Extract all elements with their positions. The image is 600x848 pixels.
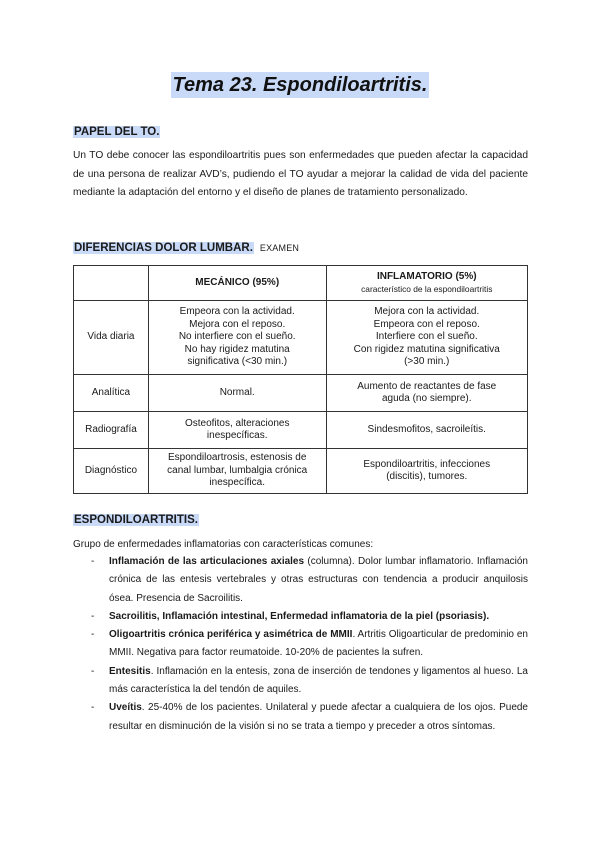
table-row — [74, 449, 528, 494]
table-row — [74, 412, 528, 449]
cell-line: (discitis), tumores. — [386, 471, 468, 482]
bullet-dash: - — [91, 702, 95, 714]
row-label: Diagnóstico — [74, 449, 149, 494]
cell-line: Espondiloartritis, infecciones — [363, 458, 491, 470]
item-bold: Uveítis — [109, 702, 142, 714]
item-text: . 25-40% de los pacientes. Unilateral y puede afectar a cualquiera de los ojos. Puede resultar en disminución de la visión si no se trata a tiempo y preceder a otros síntomas. — [109, 702, 528, 732]
section-heading-text: ESPONDILOARTRITIS. — [74, 514, 198, 526]
header-inflamatorio-label: INFLAMATORIO (5%) — [376, 271, 477, 283]
inflammatory-cell — [326, 301, 528, 375]
cell-line: inespecífica. — [209, 477, 265, 489]
cell-line: Espondiloartrosis, estenosis de — [167, 452, 307, 464]
cell-line: inespecíficas. — [206, 430, 268, 441]
cell-line: Empeora con el reposo. — [373, 318, 480, 330]
cell-line: Normal. — [219, 386, 255, 398]
bullet-dash: - — [91, 629, 95, 641]
table-header-row — [74, 266, 528, 301]
bullet-dash: - — [91, 665, 95, 677]
section-heading-papel — [73, 125, 160, 140]
cell-line: Interfiere con el sueño. — [375, 331, 478, 343]
page-title: Tema 23. Espondiloartritis. — [172, 74, 428, 96]
item-bold: Sacroilitis, Inflamación intestinal, Enfermedad inflamatoria de la piel (psoriasis). — [109, 610, 490, 622]
list-item — [73, 553, 528, 608]
cell-line: Mejora con el reposo. — [189, 318, 286, 330]
list-item — [73, 699, 528, 736]
list-item — [73, 663, 528, 700]
section-intro: Grupo de enfermedades inflamatorias con características comunes: — [73, 539, 374, 550]
cell-line: canal lumbar, lumbalgia crónica — [167, 464, 308, 476]
cell-line: Con rigidez matutina significativa — [353, 343, 500, 355]
cell-line: aguda (no siempre). — [382, 393, 472, 404]
section-heading-text: PAPEL DEL TO. — [74, 126, 160, 138]
header-inflamatorio — [326, 266, 528, 301]
bullet-dash: - — [91, 610, 95, 622]
papel-paragraph: Un TO debe conocer las espondiloartritis pues son enfermedades que pueden afectar la capacidad de una persona de realizar AVD’s, pudiendo el TO ayudar a mejorar la calidad de vida del paciente mediante la adaptación del entorno y el diseño de planes de tratamiento personalizado. — [73, 150, 528, 198]
cell-line: (>30 min.) — [404, 356, 450, 368]
item-text: . Artritis Oligoarticular de predominio en MMII. Negativa para factor reumatoide. 10-20% de pacientes la sufren. — [109, 629, 528, 659]
cell-line: Empeora con la actividad. — [179, 306, 295, 318]
section-heading-text: DIFERENCIAS DOLOR LUMBAR. — [74, 242, 253, 254]
bullet-dash: - — [91, 556, 95, 567]
mechanical-cell — [148, 375, 326, 412]
header-mecanico: MECÁNICO (95%) — [148, 266, 326, 301]
item-bold: Inflamación de las articulaciones axiales — [109, 556, 305, 567]
section-heading-diferencias — [73, 241, 299, 256]
item-text: . Inflamación en la entesis, zona de inserción de tendones y ligamentos al hueso. La más característica la del tendón de aquiles. — [109, 665, 528, 696]
item-text: (columna). Dolor lumbar inflamatorio. Inflamación crónica de las entesis vertebrales y otras estructuras con tendencia a producir anquilosis ósea. Presencia de Sacroilitis. — [109, 556, 528, 604]
table-corner-cell — [74, 266, 149, 301]
inflammatory-cell — [326, 375, 528, 412]
cell-line: Osteofitos, alteraciones — [184, 417, 290, 429]
section-heading-espondiloartritis — [73, 513, 199, 528]
list-item — [73, 626, 528, 663]
cell-line: No hay rigidez matutina — [184, 343, 290, 355]
cell-line: significativa (<30 min.) — [187, 356, 288, 368]
item-bold: Oligoartritis crónica periférica y asimétrica de MMII — [109, 629, 353, 641]
header-inflamatorio-subtitle: característico de la espondiloartritis — [361, 283, 493, 294]
row-label: Radiografía — [74, 412, 149, 449]
exam-tag: EXAMEN — [259, 243, 300, 253]
characteristics-list — [73, 553, 528, 736]
cell-line: Sindesmofitos, sacroileítis. — [367, 423, 486, 435]
title-wrap — [0, 72, 600, 98]
item-bold: Entesitis — [109, 665, 151, 677]
table-row — [74, 375, 528, 412]
row-label: Analítica — [74, 375, 149, 412]
cell-line: Mejora con la actividad. — [374, 306, 480, 318]
cell-line: Aumento de reactantes de fase — [357, 380, 497, 392]
comparison-table — [73, 265, 528, 494]
inflammatory-cell — [326, 449, 528, 494]
cell-line: No interfiere con el sueño. — [178, 331, 296, 343]
list-item — [73, 608, 528, 626]
mechanical-cell — [148, 412, 326, 449]
inflammatory-cell — [326, 412, 528, 449]
table-row — [74, 301, 528, 375]
mechanical-cell — [148, 301, 326, 375]
row-label: Vida diaria — [74, 301, 149, 375]
mechanical-cell — [148, 449, 326, 494]
